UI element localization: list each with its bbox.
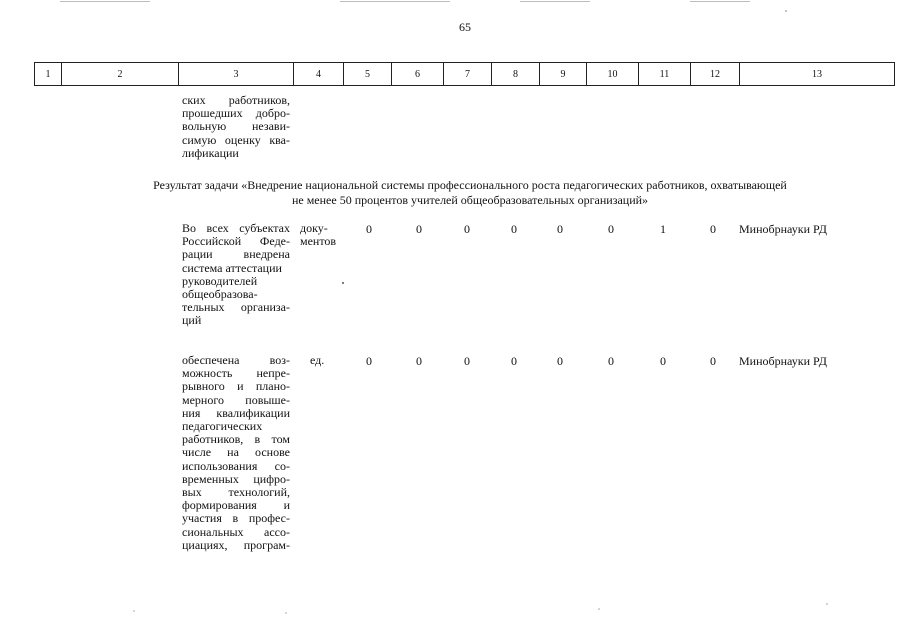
unit-line: доку- [300,221,328,235]
unit-cell [300,222,342,248]
indicator-line: мерного повыше- [182,392,290,407]
column-number: 8 [492,63,540,86]
value-cell: 0 [608,222,614,236]
unit-line: ментов [300,234,337,249]
column-number: 6 [392,63,444,86]
indicator-line: система аттестации [182,260,282,275]
scan-speck [285,612,287,614]
indicator-cell [182,222,290,328]
column-number: 13 [740,63,895,86]
indicator-line: Российской Феде- [182,234,290,249]
indicator-line: ций [182,313,202,328]
value-cell: 1 [660,222,666,236]
page-number: 65 [459,20,471,34]
unit-cell [310,354,340,367]
section-heading [100,178,840,208]
column-number: 12 [691,63,740,86]
column-number: 2 [62,63,179,86]
scan-speck [826,603,828,605]
scan-speck [133,610,135,612]
responsible-cell: Минобрнауки РД [739,222,827,236]
unit-line: ед. [310,353,325,367]
indicator-line: можность непре- [182,366,290,381]
indicator-line: Во всех субъектах [182,221,290,235]
column-number: 11 [639,63,691,86]
scan-speck [785,10,787,12]
indicator-line: симую оценку ква- [182,132,290,147]
value-cell: 0 [557,222,563,236]
indicator-line: сиональных ассо- [182,524,290,539]
column-number: 10 [587,63,639,86]
value-cell: 0 [366,354,372,368]
indicator-line: тельных организа- [182,300,290,315]
column-number: 1 [35,63,62,86]
value-cell: 0 [710,354,716,368]
column-number-header [34,62,895,86]
indicator-line: рывного и плано- [182,379,290,394]
section-heading-line: не менее 50 процентов учителей общеобразовательных организаций» [291,193,649,207]
value-cell: 0 [710,222,716,236]
column-number: 7 [444,63,492,86]
scan-speck [598,608,600,610]
indicator-line: вольную незави- [182,119,290,134]
responsible-cell: Минобрнауки РД [739,354,827,368]
indicator-line: формирования и [182,498,290,513]
indicator-line: циациях, програм- [182,537,290,552]
value-cell: 0 [416,222,422,236]
indicator-line: прошедших добро- [182,106,290,121]
indicator-line: числе на основе [182,445,290,460]
indicator-line: рации внедрена [182,247,290,262]
column-number: 5 [344,63,392,86]
value-cell: 0 [511,354,517,368]
indicator-line: ния квалификации [182,405,290,420]
indicator-line: педагогических [182,419,263,434]
value-cell: 0 [366,222,372,236]
indicator-line: ских работников, [182,93,290,107]
value-cell: 0 [557,354,563,368]
value-cell: 0 [660,354,666,368]
indicator-line: использования со- [182,458,290,473]
indicator-line: временных цифро- [182,471,290,486]
scan-artifact [340,1,450,2]
scan-speck [342,282,344,284]
indicator-line: руководителей [182,273,258,288]
indicator-line: общеобразова- [182,287,258,302]
indicator-line: обеспечена воз- [182,353,290,367]
scan-artifact [60,1,150,2]
column-number: 9 [540,63,587,86]
indicator-cell [182,354,290,552]
value-cell: 0 [608,354,614,368]
column-number: 4 [294,63,344,86]
scan-artifact [690,1,750,2]
scan-artifact [520,1,590,2]
value-cell: 0 [511,222,517,236]
value-cell: 0 [464,222,470,236]
indicator-line: вых технологий, [182,485,290,500]
indicator-line: участия в профес- [182,511,290,526]
indicator-line: работников, в том [182,432,290,447]
section-heading-line: Результат задачи «Внедрение национальной системы профессионального роста педагогических работников, охватывающей [153,178,787,192]
indicator-line: лификации [182,145,239,160]
column-number: 3 [179,63,294,86]
value-cell: 0 [464,354,470,368]
continued-indicator-cell [182,94,290,160]
value-cell: 0 [416,354,422,368]
